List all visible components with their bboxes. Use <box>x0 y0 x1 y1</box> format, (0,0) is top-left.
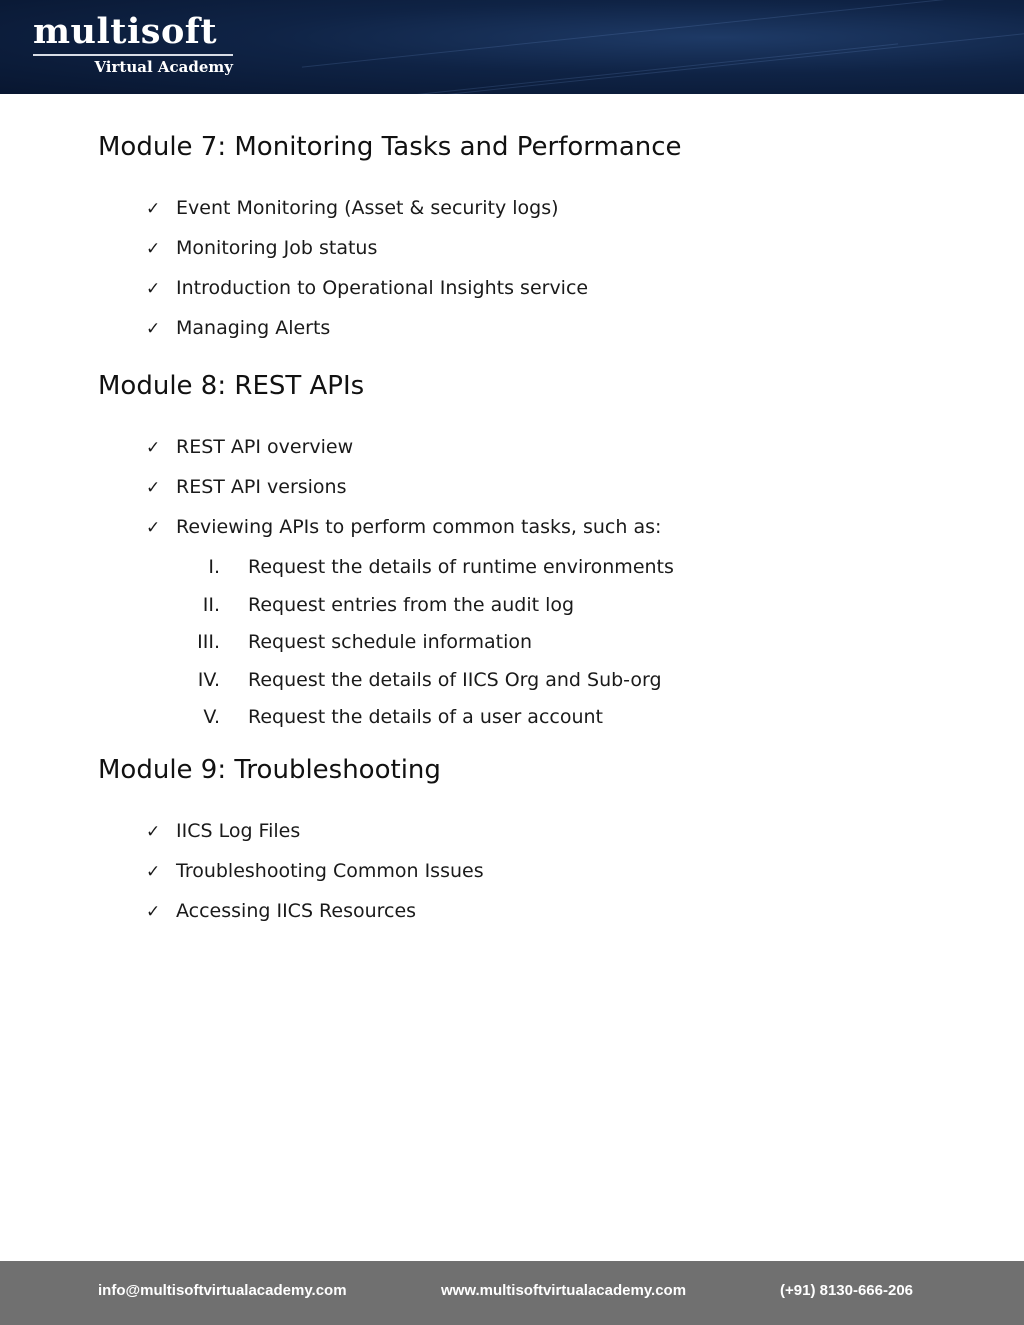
list-item <box>146 197 559 219</box>
checkmark-icon: ✓ <box>146 199 161 219</box>
checkmark-icon: ✓ <box>146 438 161 458</box>
numbered-item-text: Request schedule information <box>248 631 533 653</box>
module-title: Module 9: Troubleshooting <box>98 755 441 785</box>
module-title: Module 7: Monitoring Tasks and Performance <box>98 132 682 162</box>
list-item-text: Accessing IICS Resources <box>176 900 417 922</box>
numbered-item-text: Request the details of runtime environments <box>248 556 674 578</box>
logo-wordmark: multisoft <box>33 11 218 52</box>
list-item <box>146 860 484 882</box>
list-item <box>146 277 588 299</box>
logo-divider <box>33 54 233 56</box>
checkmark-icon: ✓ <box>146 862 161 882</box>
list-item <box>146 436 353 458</box>
footer-phone[interactable]: (+91) 8130-666-206 <box>780 1282 914 1299</box>
numbered-item <box>180 556 674 578</box>
footer-bar <box>0 1261 1024 1325</box>
footer-email-link[interactable]: info@multisoftvirtualacademy.com <box>98 1282 347 1299</box>
numbered-item <box>180 669 662 691</box>
checkmark-icon: ✓ <box>146 279 161 299</box>
list-item-text: REST API versions <box>176 476 347 498</box>
list-item-text: REST API overview <box>176 436 354 458</box>
header-banner <box>0 0 1024 94</box>
checkmark-icon: ✓ <box>146 518 161 538</box>
numbered-item <box>180 706 603 728</box>
item-number: II. <box>202 594 220 616</box>
module-title: Module 8: REST APIs <box>98 371 365 401</box>
list-item <box>146 900 416 922</box>
list-item-text: Monitoring Job status <box>176 237 378 259</box>
checkmark-icon: ✓ <box>146 478 161 498</box>
header-decoration <box>302 0 998 68</box>
numbered-item-text: Request the details of a user account <box>248 706 603 728</box>
item-number: IV. <box>197 669 220 691</box>
list-item <box>146 516 661 538</box>
footer-website-link[interactable]: www.multisoftvirtualacademy.com <box>441 1282 687 1299</box>
item-number: III. <box>197 631 220 653</box>
numbered-item <box>180 594 574 616</box>
list-item-text: Reviewing APIs to perform common tasks, such as: <box>176 516 662 538</box>
numbered-item-text: Request the details of IICS Org and Sub-org <box>248 669 662 691</box>
list-item-text: IICS Log Files <box>176 820 301 842</box>
header-decoration <box>202 43 898 94</box>
list-item <box>146 317 330 339</box>
list-item-text: Troubleshooting Common Issues <box>176 860 484 882</box>
item-number: V. <box>203 706 220 728</box>
list-item-text: Event Monitoring (Asset & security logs) <box>176 197 559 219</box>
list-item <box>146 476 347 498</box>
checkmark-icon: ✓ <box>146 319 161 339</box>
multisoft-logo[interactable] <box>33 12 238 76</box>
item-number: I. <box>208 556 220 578</box>
checkmark-icon: ✓ <box>146 239 161 259</box>
logo-tagline: Virtual Academy <box>94 58 233 76</box>
checkmark-icon: ✓ <box>146 902 161 922</box>
numbered-item-text: Request entries from the audit log <box>248 594 575 616</box>
numbered-item <box>180 631 532 653</box>
list-item-text: Introduction to Operational Insights service <box>176 277 589 299</box>
checkmark-icon: ✓ <box>146 822 161 842</box>
list-item-text: Managing Alerts <box>176 317 331 339</box>
list-item <box>146 820 300 842</box>
list-item <box>146 237 377 259</box>
